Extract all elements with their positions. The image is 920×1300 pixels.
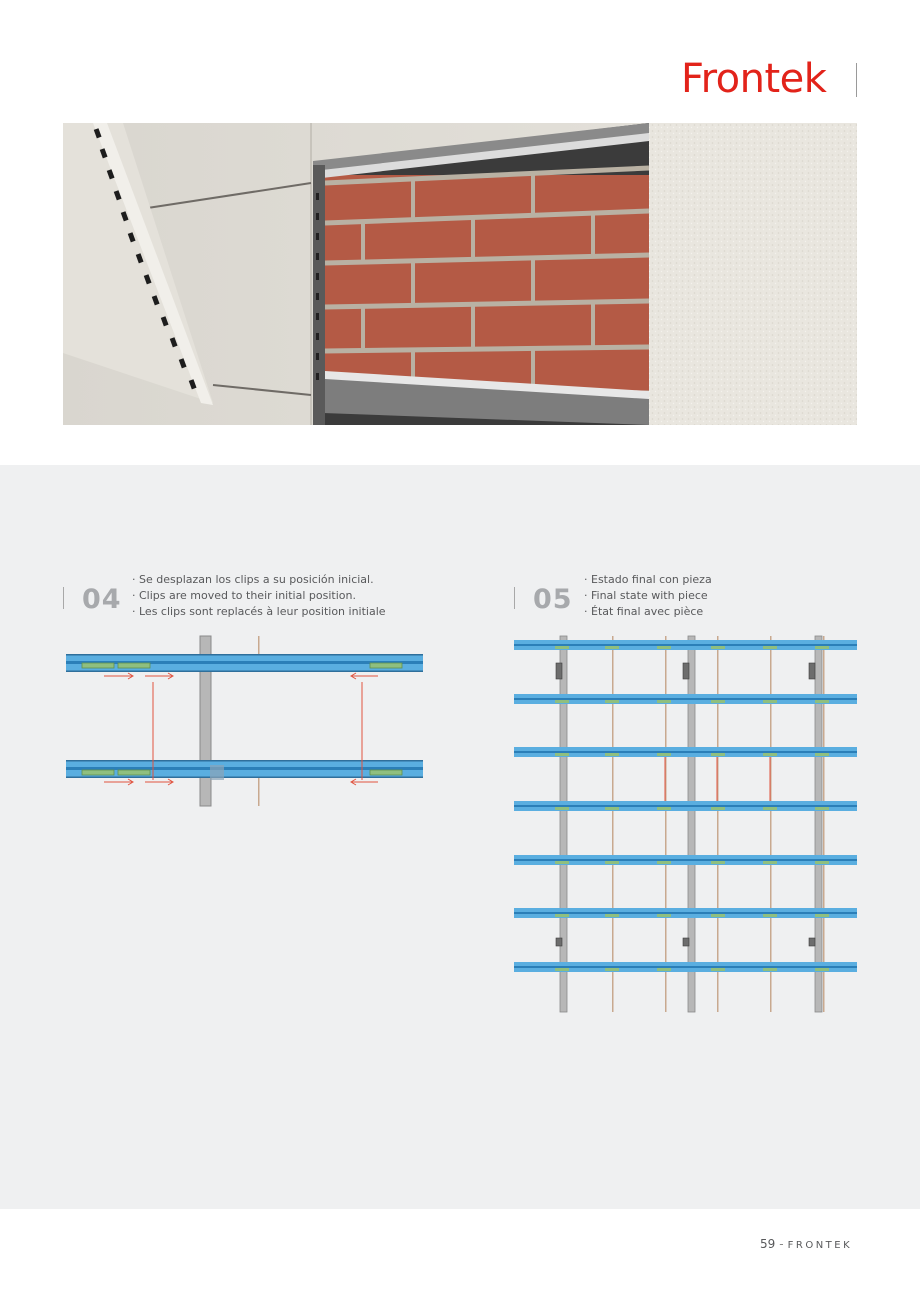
step-05-final-assembly-diagram bbox=[513, 634, 859, 1016]
step-05-line-fr: · État final avec pièce bbox=[584, 605, 704, 618]
page-number: 59 bbox=[760, 1237, 776, 1251]
footer-brand: FRONTEK bbox=[787, 1240, 853, 1251]
step-04-number: 04 bbox=[82, 584, 122, 615]
step-04-line-fr: · Les clips sont replacés à leur position initiale bbox=[132, 605, 386, 618]
brand-logo: Frontek bbox=[681, 56, 827, 102]
step-05-divider bbox=[514, 587, 515, 609]
facade-installation-photo bbox=[63, 123, 857, 425]
step-05-line-en: · Final state with piece bbox=[584, 589, 708, 602]
step-04-line-en: · Clips are moved to their initial position. bbox=[132, 589, 356, 602]
step-05-number: 05 bbox=[533, 584, 573, 615]
step-04-divider bbox=[63, 587, 64, 609]
step-04-clip-diagram bbox=[66, 634, 426, 808]
header-divider bbox=[856, 63, 857, 97]
step-05-line-es: · Estado final con pieza bbox=[584, 573, 712, 586]
step-04-instructions bbox=[132, 572, 386, 620]
step-05-instructions bbox=[584, 572, 712, 620]
footer-separator: - bbox=[779, 1237, 784, 1251]
page-footer bbox=[760, 1237, 852, 1251]
step-04-line-es: · Se desplazan los clips a su posición inicial. bbox=[132, 573, 374, 586]
